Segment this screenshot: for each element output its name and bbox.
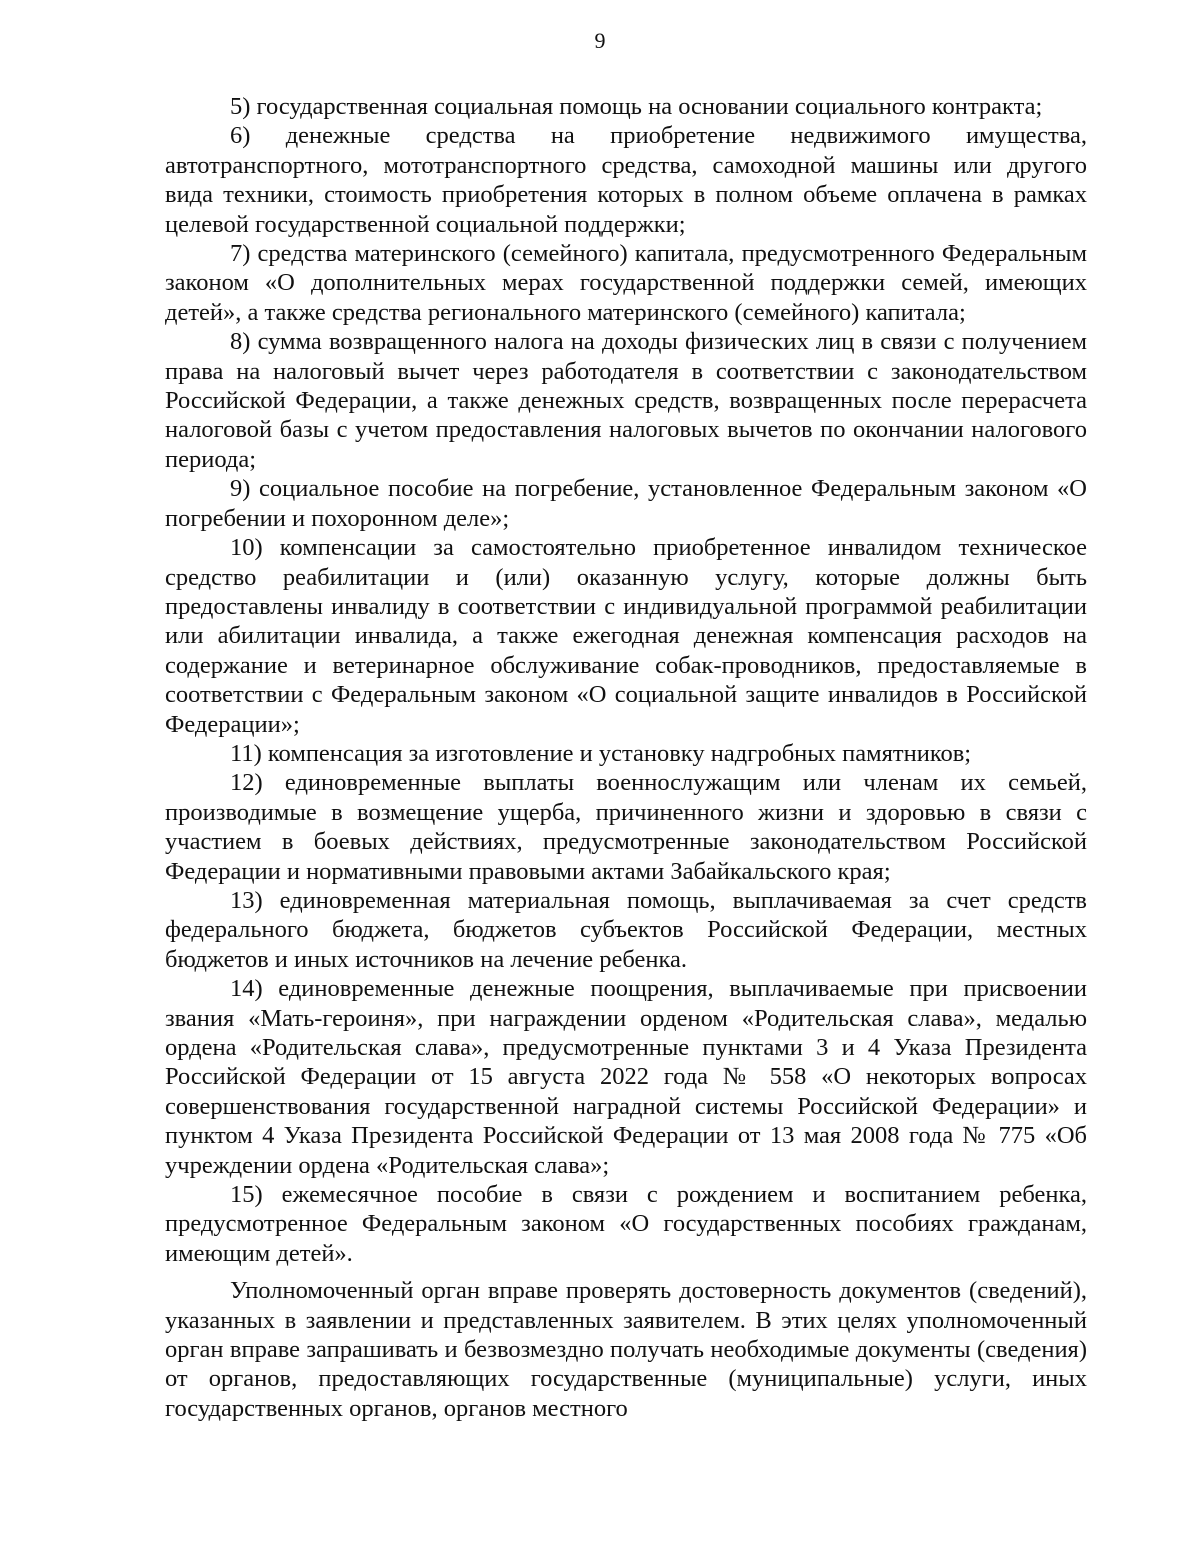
list-item-12: 12) единовременные выплаты военнослужащим или членам их семьей, производимые в возмещение ущерба, причиненного жизни и здоровью в связи с участием в боевых действиях, предусмотренные законодательством Российской Федерации и нормативными правовыми актами Забайкальского края; (165, 769, 1087, 885)
list-item-13: 13) единовременная материальная помощь, выплачиваемая за счет средств федерального бюджета, бюджетов субъектов Российской Федерации, местных бюджетов и иных источников на лечение ребенка. (165, 886, 1087, 973)
list-item-10: 10) компенсации за самостоятельно приобретенное инвалидом техническое средство реабилитации и (или) оказанную услугу, которые должны быть предоставлены инвалиду в соответствии с индивидуальной программой реабилитации или абилитации инвалида, а также ежегодная денежная компенсация расходов на содержание и ветеринарное обслуживание собак-проводников, предоставляемые в соответствии с Федеральным законом «О социальной защите инвалидов в Российской Федерации»; (165, 534, 1087, 738)
list-item-15: 15) ежемесячное пособие в связи с рождением и воспитанием ребенка, предусмотренное Федеральным законом «О государственных пособиях гражданам, имеющим детей». (165, 1181, 1087, 1267)
document-body (165, 92, 1087, 1423)
list-item-9: 9) социальное пособие на погребение, установленное Федеральным законом «О погребении и похоронном деле»; (165, 475, 1087, 532)
list-item-6: 6) денежные средства на приобретение недвижимого имущества, автотранспортного, мототранспортного средства, самоходной машины или другого вида техники, стоимость приобретения которых в полном объеме оплачена в рамках целевой государственной социальной поддержки; (165, 122, 1087, 238)
list-item-7: 7) средства материнского (семейного) капитала, предусмотренного Федеральным законом «О дополнительных мерах государственной поддержки семей, имеющих детей», а также средства регионального материнского (семейного) капитала; (165, 240, 1087, 326)
closing-paragraph: Уполномоченный орган вправе проверять достоверность документов (сведений), указанных в заявлении и представленных заявителем. В этих целях уполномоченный орган вправе запрашивать и безвозмездно получать необходимые документы (сведения) от органов, предоставляющих государственные (муниципальные) услуги, иных государственных органов, органов местного (165, 1277, 1087, 1422)
list-item-8: 8) сумма возвращенного налога на доходы физических лиц в связи с получением права на налоговый вычет через работодателя в соответствии с законодательством Российской Федерации, а также денежных средств, возвращенных после перерасчета налоговой базы с учетом предоставления налоговых вычетов по окончании налогового периода; (165, 328, 1087, 473)
list-item-14: 14) единовременные денежные поощрения, выплачиваемые при присвоении звания «Мать-героиня», при награждении орденом «Родительская слава», медалью ордена «Родительская слава», предусмотренные пунктами 3 и 4 Указа Президента Российской Федерации от 15 августа 2022 года № 558 «О некоторых вопросах совершенствования государственной наградной системы Российской Федерации» и пунктом 4 Указа Президента Российской Федерации от 13 мая 2008 года № 775 «Об учреждении ордена «Родительская слава»; (165, 975, 1087, 1179)
list-item-5: 5) государственная социальная помощь на основании социального контракта; (230, 93, 1043, 120)
list-item-11: 11) компенсация за изготовление и установку надгробных памятников; (230, 739, 972, 767)
page-number: 9 (594, 28, 606, 53)
